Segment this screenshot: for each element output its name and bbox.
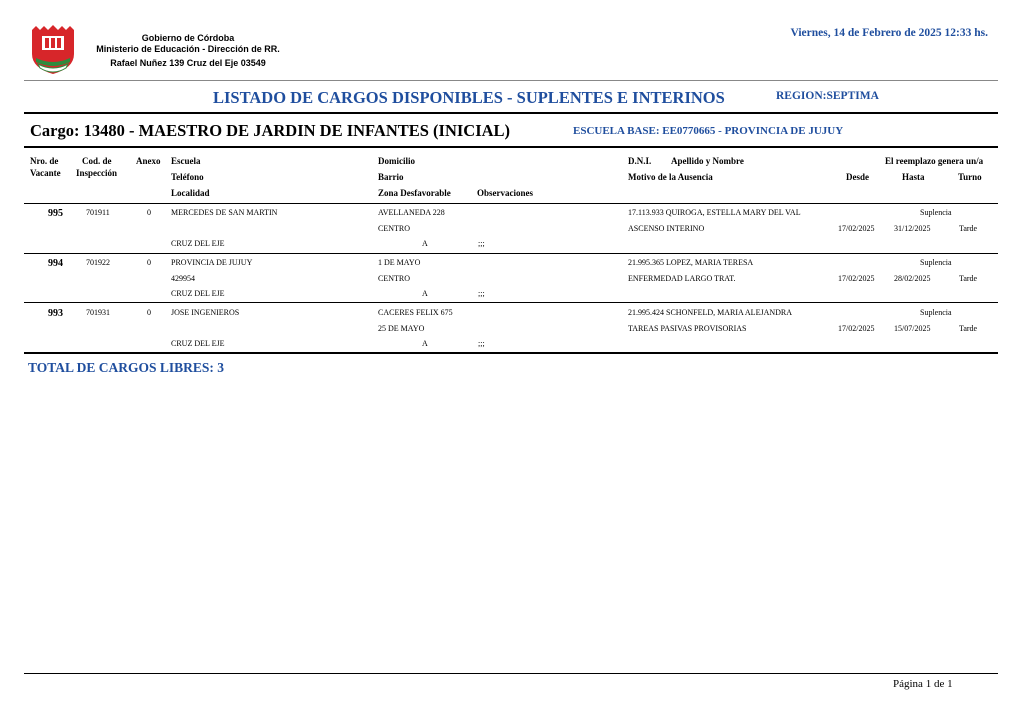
row-nro: 993 <box>48 308 63 319</box>
coat-of-arms-logo <box>28 24 78 78</box>
row-localidad: CRUZ DEL EJE <box>171 239 225 248</box>
row-nro: 994 <box>48 258 63 269</box>
row-turno: Tarde <box>959 324 978 333</box>
row-dni-nombre: 21.995.424 SCHONFELD, MARIA ALEJANDRA <box>628 308 793 317</box>
col-hasta: Hasta <box>902 172 925 182</box>
row-zona: A <box>422 339 428 348</box>
row-localidad: CRUZ DEL EJE <box>171 339 225 348</box>
row-escuela: MERCEDES DE SAN MARTIN <box>171 208 278 217</box>
row-hasta: 15/07/2025 <box>894 324 931 333</box>
row-anexo: 0 <box>147 258 151 267</box>
col-zona: Zona Desfavorable <box>378 188 451 198</box>
row-motivo: TAREAS PASIVAS PROVISORIAS <box>628 324 747 333</box>
row-domicilio: AVELLANEDA 228 <box>378 208 445 217</box>
row-cod: 701922 <box>86 258 110 267</box>
col-cod-insp-2: Inspección <box>76 168 118 178</box>
col-nro-vacante-1: Nro. de <box>30 156 59 166</box>
row-desde: 17/02/2025 <box>838 224 875 233</box>
row-anexo: 0 <box>147 308 151 317</box>
row-localidad: CRUZ DEL EJE <box>171 289 225 298</box>
cargo-heading: Cargo: 13480 - MAESTRO DE JARDIN DE INFANTES (INICIAL) <box>30 121 511 140</box>
row-zona: A <box>422 239 428 248</box>
org-address: Rafael Nuñez 139 Cruz del Eje 03549 <box>110 58 266 68</box>
col-domicilio: Domicilio <box>378 156 415 166</box>
row-telefono: 429954 <box>171 274 195 283</box>
row-tipo: Suplencia <box>920 208 952 217</box>
org-name: Gobierno de Córdoba <box>141 33 235 43</box>
row-anexo: 0 <box>147 208 151 217</box>
columns-divider <box>24 203 998 204</box>
col-cod-insp-1: Cod. de <box>82 156 112 166</box>
col-barrio: Barrio <box>378 172 404 182</box>
table-end-divider <box>24 352 998 354</box>
footer-divider <box>24 673 998 674</box>
row-turno: Tarde <box>959 274 978 283</box>
row-motivo: ENFERMEDAD LARGO TRAT. <box>628 274 736 283</box>
col-telefono: Teléfono <box>171 172 204 182</box>
row-obs: ;;; <box>478 289 485 298</box>
col-reemplazo: El reemplazo genera un/a <box>885 156 984 166</box>
row-hasta: 31/12/2025 <box>894 224 931 233</box>
row-domicilio: 1 DE MAYO <box>378 258 421 267</box>
header-divider <box>24 80 998 81</box>
report-datetime: Viernes, 14 de Febrero de 2025 12:33 hs. <box>790 27 988 39</box>
row-escuela: JOSE INGENIEROS <box>171 308 240 317</box>
region-label: REGION:SEPTIMA <box>776 90 879 102</box>
row-desde: 17/02/2025 <box>838 324 875 333</box>
col-escuela: Escuela <box>171 156 201 166</box>
col-apellido: Apellido y Nombre <box>671 156 744 166</box>
row-turno: Tarde <box>959 224 978 233</box>
page-number: Página 1 de 1 <box>893 678 953 690</box>
row-obs: ;;; <box>478 339 485 348</box>
row-barrio: 25 DE MAYO <box>378 324 425 333</box>
cargo-divider <box>24 146 998 148</box>
col-anexo: Anexo <box>136 156 161 166</box>
row-dni-nombre: 17.113.933 QUIROGA, ESTELLA MARY DEL VAL <box>628 208 801 217</box>
row-motivo: ASCENSO INTERINO <box>628 224 705 233</box>
row-obs: ;;; <box>478 239 485 248</box>
row-desde: 17/02/2025 <box>838 274 875 283</box>
org-ministry: Ministerio de Educación - Dirección de RR. <box>96 44 280 54</box>
row-zona: A <box>422 289 428 298</box>
row-cod: 701931 <box>86 308 110 317</box>
report-title: LISTADO DE CARGOS DISPONIBLES - SUPLENTES E INTERINOS <box>213 88 725 107</box>
row-tipo: Suplencia <box>920 308 952 317</box>
row-divider <box>24 253 998 254</box>
col-observaciones: Observaciones <box>477 188 533 198</box>
col-desde: Desde <box>846 172 869 182</box>
title-divider <box>24 112 998 114</box>
row-tipo: Suplencia <box>920 258 952 267</box>
col-localidad: Localidad <box>171 188 210 198</box>
escuela-base: ESCUELA BASE: EE0770665 - PROVINCIA DE JUJUY <box>573 125 844 137</box>
row-cod: 701911 <box>86 208 110 217</box>
row-nro: 995 <box>48 208 63 219</box>
row-escuela: PROVINCIA DE JUJUY <box>171 258 253 267</box>
row-dni-nombre: 21.995.365 LOPEZ, MARIA TERESA <box>628 258 754 267</box>
row-divider <box>24 302 998 303</box>
row-hasta: 28/02/2025 <box>894 274 931 283</box>
col-turno: Turno <box>958 172 982 182</box>
col-dni: D.N.I. <box>628 156 652 166</box>
row-domicilio: CACERES FELIX 675 <box>378 308 453 317</box>
col-motivo: Motivo de la Ausencia <box>628 172 713 182</box>
row-barrio: CENTRO <box>378 224 410 233</box>
total-cargos: TOTAL DE CARGOS LIBRES: 3 <box>28 360 225 375</box>
col-nro-vacante-2: Vacante <box>30 168 61 178</box>
row-barrio: CENTRO <box>378 274 410 283</box>
